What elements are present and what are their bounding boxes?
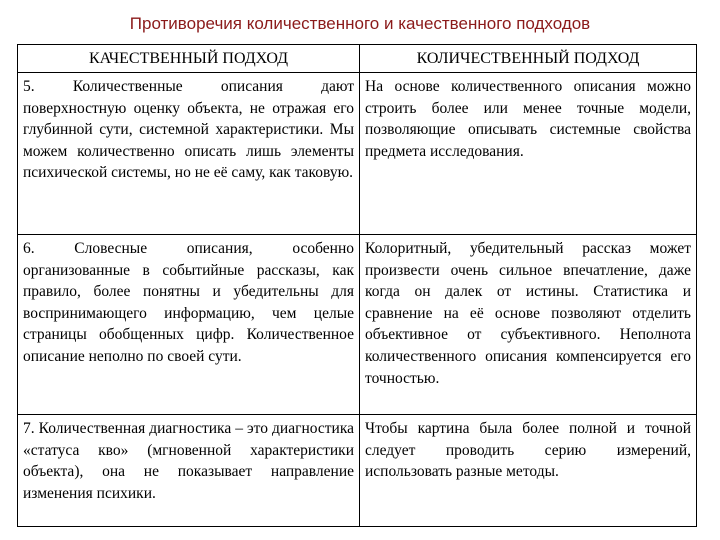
comparison-table [17, 44, 697, 527]
qualitative-cell: 5. Количественные описания дают поверхностную оценку объекта, не отражая его глубинной сути, системной характеристики. Мы можем количественно описать лишь элементы психической системы, но не её саму, как таковую. [18, 73, 360, 235]
header-row [18, 45, 697, 73]
quantitative-cell: Чтобы картина была более полной и точной следует проводить серию измерений, использовать разные методы. [360, 415, 697, 527]
table-row [18, 235, 697, 415]
quantitative-cell: Колоритный, убедительный рассказ может произвести очень сильное впечатление, даже когда он далек от истины. Статистика и сравнение на её основе позволяют отделить объективное от субъективного. Неполнота количественного описания компенсируется его точностью. [360, 235, 697, 415]
quantitative-cell: На основе количественного описания можно строить более или менее точные модели, позволяющие описывать системные свойства предмета исследования. [360, 73, 697, 235]
table-row [18, 73, 697, 235]
table-row [18, 415, 697, 527]
header-quantitative: КОЛИЧЕСТВЕННЫЙ ПОДХОД [360, 45, 697, 73]
slide-title: Противоречия количественного и качественного подходов [129, 14, 591, 33]
header-qualitative: КАЧЕСТВЕННЫЙ ПОДХОД [18, 45, 360, 73]
qualitative-cell: 6. Словесные описания, особенно организованные в событийные рассказы, как правило, более понятны и убедительны для воспринимающего информацию, чем целые страницы обобщенных цифр. Количественное описание неполно по своей сути. [18, 235, 360, 415]
qualitative-cell: 7. Количественная диагностика – это диагностика «статуса кво» (мгновенной характеристики объекта), она не показывает направление изменения психики. [18, 415, 360, 527]
